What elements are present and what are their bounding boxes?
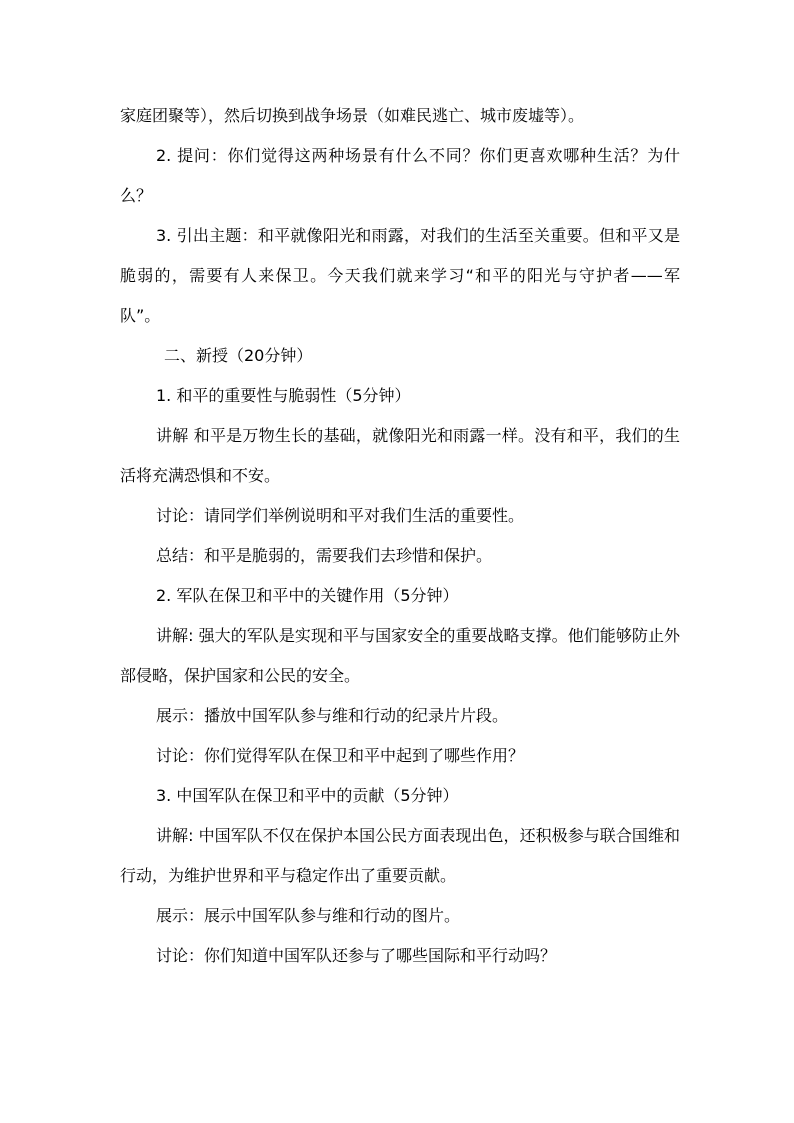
paragraph-show-documentary: 展示：播放中国军队参与维和行动的纪录片片段。 xyxy=(156,706,509,725)
paragraph-question: 2. 提问：你们觉得这两种场景有什么不同？你们更喜欢哪种生活？为什么？ xyxy=(120,146,680,205)
subheading-peace-importance: 1. 和平的重要性与脆弱性（5分钟） xyxy=(156,386,411,405)
section-heading-new-lesson: 二、新授（20分钟） xyxy=(164,346,313,365)
subheading-army-role: 2. 军队在保卫和平中的关键作用（5分钟） xyxy=(156,586,459,605)
paragraph-show-pictures: 展示：展示中国军队参与维和行动的图片。 xyxy=(156,906,461,925)
paragraph-introduce-theme: 3. 引出主题：和平就像阳光和雨露，对我们的生活至关重要。但和平又是脆弱的，需要有人来保卫。今天我们就来学习“和平的阳光与守护者——军队”。 xyxy=(120,226,680,325)
paragraph-discussion-1: 讨论：请同学们举例说明和平对我们生活的重要性。 xyxy=(156,506,525,525)
subheading-china-army-contribution: 3. 中国军队在保卫和平中的贡献（5分钟） xyxy=(156,786,459,805)
paragraph-discussion-3: 讨论：你们知道中国军队还参与了哪些国际和平行动吗？ xyxy=(156,946,557,965)
paragraph-explain-peace: 讲解 和平是万物生长的基础，就像阳光和雨露一样。没有和平，我们的生活将充满恐惧和不安。 xyxy=(120,426,680,485)
paragraph-continuation: 家庭团聚等），然后切换到战争场景（如难民逃亡、城市废墟等）。 xyxy=(120,106,585,125)
paragraph-summary: 总结：和平是脆弱的，需要我们去珍惜和保护。 xyxy=(156,546,493,565)
paragraph-explain-china-army: 讲解: 中国军队不仅在保护本国公民方面表现出色，还积极参与联合国维和行动，为维护世界和平与稳定作出了重要贡献。 xyxy=(120,826,680,885)
paragraph-explain-army: 讲解: 强大的军队是实现和平与国家安全的重要战略支撑。他们能够防止外部侵略，保护国家和公民的安全。 xyxy=(120,626,680,685)
paragraph-discussion-2: 讨论：你们觉得军队在保卫和平中起到了哪些作用？ xyxy=(156,746,525,765)
document-body xyxy=(120,96,680,976)
